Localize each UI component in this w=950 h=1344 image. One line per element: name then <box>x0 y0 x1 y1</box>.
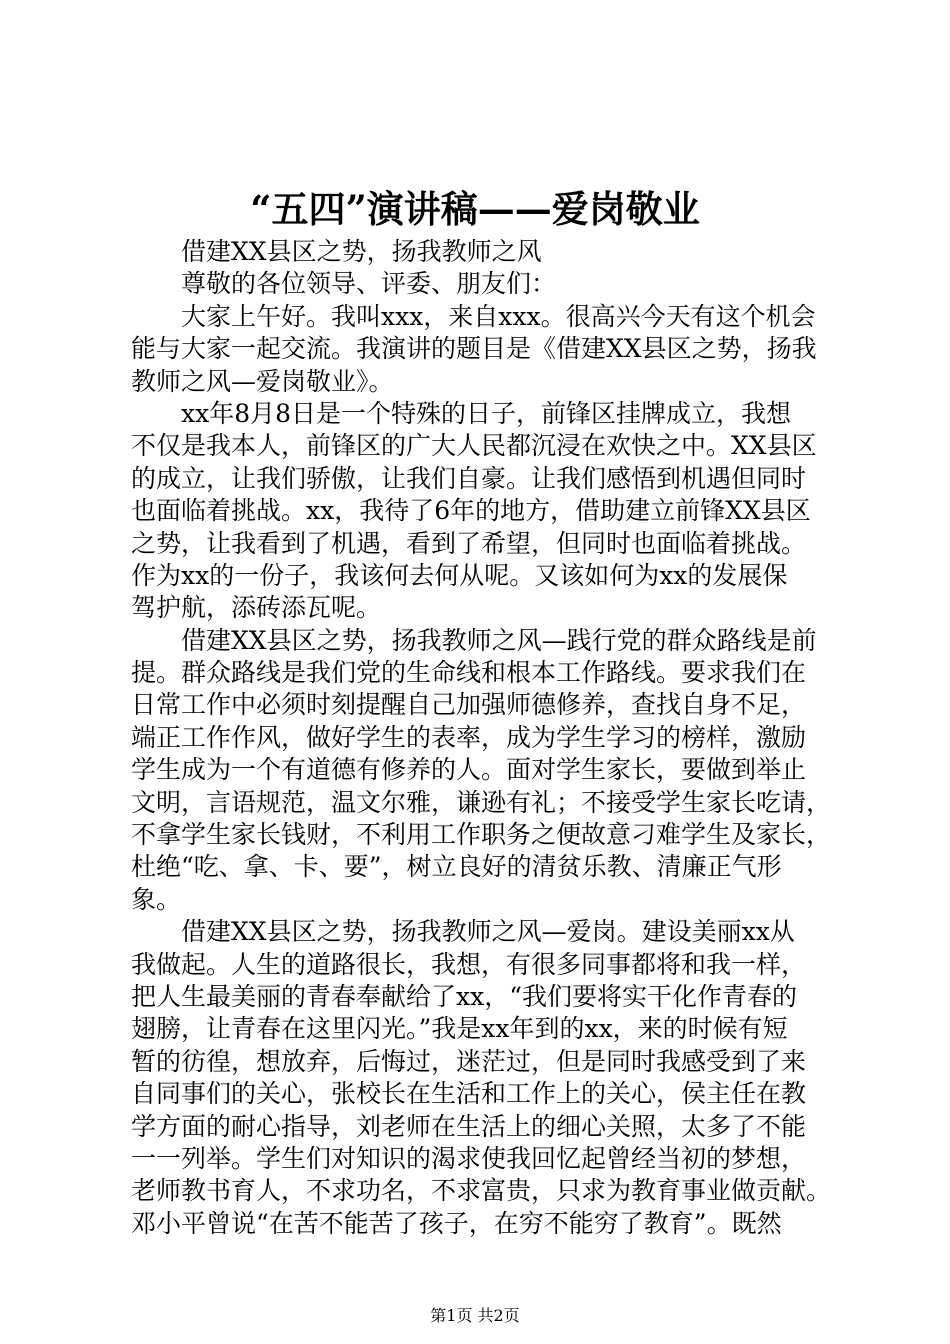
body-line: 自同事们的关心，张校长在生活和工作上的关心，侯主任在教 <box>131 1079 807 1109</box>
body-line: 也面临着挑战。xx，我待了6年的地方，借助建立前锋XX县区 <box>131 496 811 526</box>
body-line: 端正工作作风，做好学生的表率，成为学生学习的榜样，激励 <box>131 722 807 752</box>
body-line: 杜绝“吃、拿、卡、要”，树立良好的清贫乐教、清廉正气形 <box>131 852 782 882</box>
body-line: 翅膀，让青春在这里闪光。”我是xx年到的xx，来的时候有短 <box>131 1014 788 1044</box>
body-line: 我做起。人生的道路很长，我想，有很多同事都将和我一样， <box>131 949 807 979</box>
body-line: 的成立，让我们骄傲，让我们自豪。让我们感悟到机遇但同时 <box>131 463 807 493</box>
body-line: 教师之风—爱岗敬业》。 <box>131 366 394 396</box>
body-line: 把人生最美丽的青春奉献给了xx，“我们要将实干化作青春的 <box>131 981 797 1011</box>
body-line: 驾护航，添砖添瓦呢。 <box>131 593 382 623</box>
body-line: 文明，言语规范，温文尔雅，谦逊有礼；不接受学生家长吃请， <box>131 787 832 817</box>
body-line: 尊敬的各位领导、评委、朋友们： <box>181 269 557 299</box>
body-line: xx年8月8日是一个特殊的日子，前锋区挂牌成立，我想 <box>181 398 792 428</box>
body-line: 一一列举。学生们对知识的渴求使我回忆起曾经当初的梦想， <box>131 1143 807 1173</box>
page-footer: 第1页 共2页 <box>430 1306 520 1325</box>
body-line: 之势，让我看到了机遇，看到了希望，但同时也面临着挑战。 <box>131 528 807 558</box>
body-line: 不拿学生家长钱财，不利用工作职务之便故意刁难学生及家长， <box>131 820 832 850</box>
document-body <box>131 236 831 1240</box>
body-line: 邓小平曾说“在苦不能苦了孩子，在穷不能穷了教育”。既然 <box>131 1208 782 1238</box>
body-line: 大家上午好。我叫xxx，来自xxx。很高兴今天有这个机会 <box>181 301 816 331</box>
body-line: 老师教书育人，不求功名，不求富贵，只求为教育事业做贡献。 <box>131 1176 832 1206</box>
document-title: “五四”演讲稿——爱岗敬业 <box>250 187 700 231</box>
body-line: 不仅是我本人，前锋区的广大人民都沉浸在欢快之中。XX县区 <box>131 431 817 461</box>
body-line: 提。群众路线是我们党的生命线和根本工作路线。要求我们在 <box>131 658 807 688</box>
body-line: 学生成为一个有道德有修养的人。面对学生家长，要做到举止 <box>131 755 807 785</box>
body-line: 作为xx的一份子，我该何去何从呢。又该如何为xx的发展保 <box>131 560 788 590</box>
body-line: 借建XX县区之势，扬我教师之风—践行党的群众路线是前 <box>181 625 817 655</box>
body-line: 日常工作中必须时刻提醒自己加强师德修养，查找自身不足， <box>131 690 807 720</box>
body-line: 象。 <box>131 884 182 914</box>
body-line: 借建XX县区之势，扬我教师之风—爱岗。建设美丽xx从 <box>181 917 795 947</box>
body-line: 暂的彷徨，想放弃，后悔过，迷茫过，但是同时我感受到了来 <box>131 1046 807 1076</box>
body-line: 借建XX县区之势，扬我教师之风 <box>181 237 542 266</box>
body-line: 能与大家一起交流。我演讲的题目是《借建XX县区之势，扬我 <box>131 334 817 364</box>
body-line: 学方面的耐心指导，刘老师在生活上的细心关照，太多了不能 <box>131 1111 807 1141</box>
